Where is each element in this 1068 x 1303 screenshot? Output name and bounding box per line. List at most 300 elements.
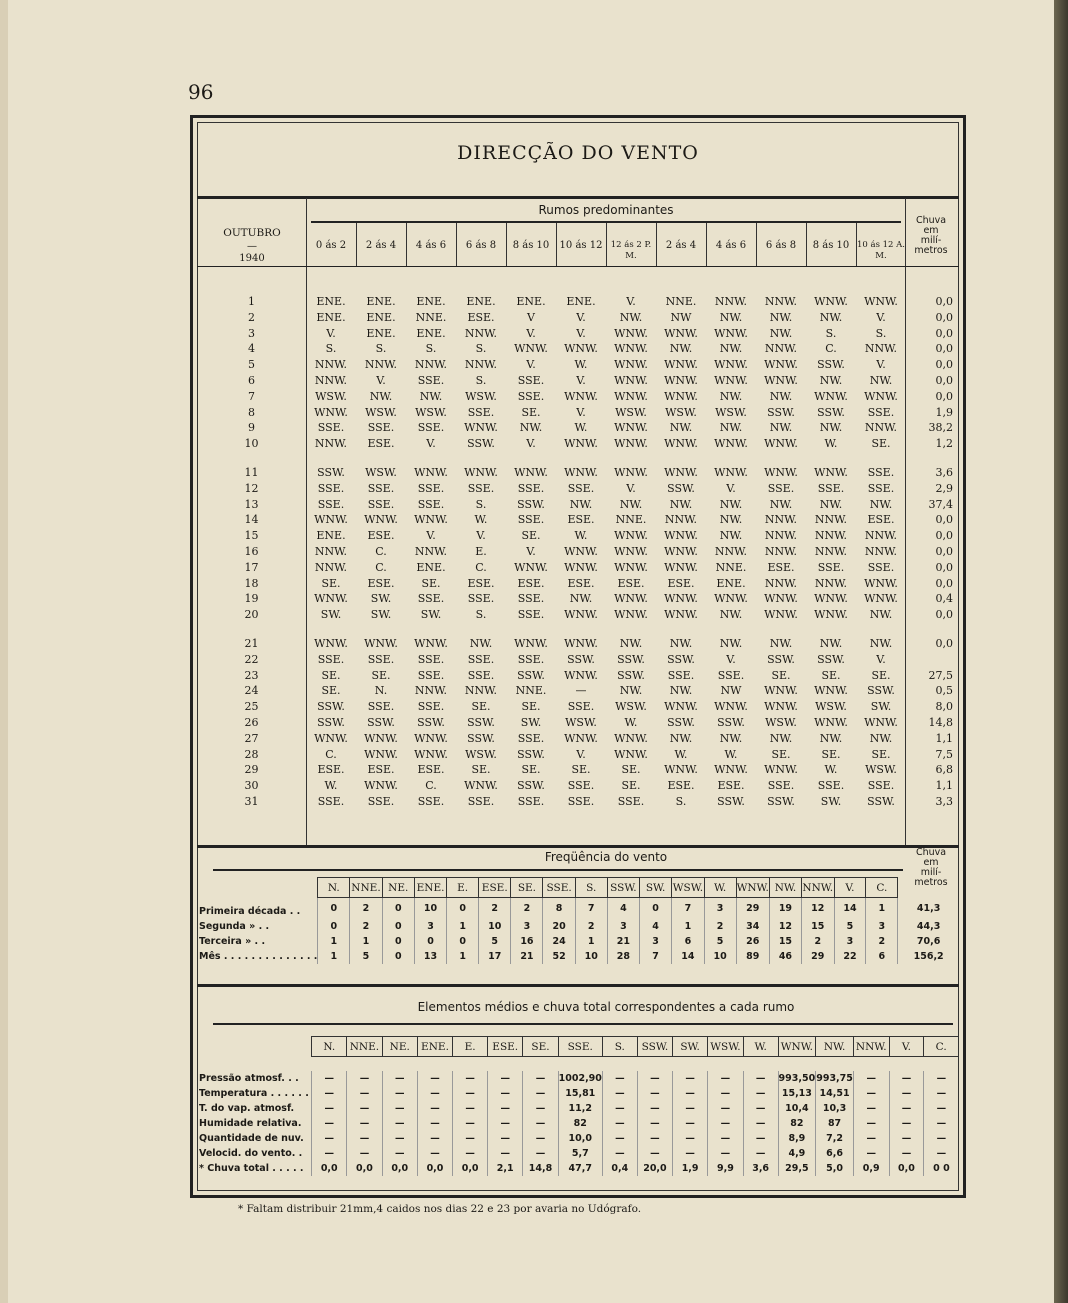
direction-cell: NNE. (615, 513, 647, 527)
direction-cell: SE. (471, 700, 491, 714)
direction-cell: WNW. (714, 592, 748, 606)
direction-cell: V. (426, 437, 436, 451)
direction-cell: WNW. (314, 513, 348, 527)
direction-cell: SSE. (317, 652, 345, 666)
rain-cell (906, 652, 959, 668)
direction-cell: ESE. (367, 437, 395, 451)
freq-cell: 4 (607, 898, 639, 919)
direction-cell: SE. (871, 747, 891, 761)
freq-cell: 7 (575, 898, 607, 919)
freq-cell: 0 (382, 919, 414, 934)
direction-cell: NNE. (715, 560, 747, 574)
rain-cell: 8,0 (935, 700, 953, 714)
freq-cell: 2 (350, 919, 382, 934)
rain-cell: 0,5 (935, 684, 953, 698)
direction-cell: SSE. (867, 405, 895, 419)
direction-cell: NNW. (864, 421, 898, 435)
direction-cell: WNW. (714, 358, 748, 372)
direction-cell: ESE. (717, 779, 745, 793)
direction-cell: WNW. (864, 715, 898, 729)
direction-cell: ESE. (367, 763, 395, 777)
direction-cell: S. (375, 342, 387, 356)
freq-cell: 0 (318, 919, 350, 934)
direction-cell: S. (875, 326, 887, 340)
day-cell: 9 (248, 421, 255, 435)
time-header: 6 ás 8 (765, 240, 797, 251)
elem-cell: — (743, 1071, 778, 1086)
direction-cell: WNW. (714, 465, 748, 479)
rain-cell: 14,8 (928, 715, 953, 729)
direction-cell: WNW. (814, 465, 848, 479)
elem-cell: 0,0 (417, 1161, 452, 1176)
freq-cell: 10 (575, 949, 607, 964)
direction-cell: W. (824, 763, 838, 777)
direction-cell: SSE. (467, 481, 495, 495)
direction-cell: ENE. (316, 295, 346, 308)
day-cell: 31 (244, 794, 259, 808)
table-row (197, 481, 959, 497)
direction-cell: V (527, 310, 535, 324)
direction-cell: W. (824, 437, 838, 451)
elem-cell: — (743, 1146, 778, 1161)
direction-cell: NNE. (515, 684, 547, 698)
elem-cell: 82 (558, 1116, 602, 1131)
direction-cell: SSW. (867, 794, 895, 808)
elem-cell: — (488, 1146, 523, 1161)
elem-cell: — (637, 1146, 672, 1161)
elem-column-header: SW. (673, 1037, 708, 1057)
direction-table (197, 294, 959, 810)
elem-cell: — (853, 1116, 889, 1131)
direction-cell: WNW. (314, 636, 348, 650)
direction-cell: NNW. (764, 576, 798, 590)
direction-cell: WNW. (614, 465, 648, 479)
direction-cell: ENE. (316, 529, 346, 543)
direction-cell: NW. (419, 389, 443, 403)
direction-cell: SE. (871, 668, 891, 682)
day-cell: 27 (244, 731, 259, 745)
direction-cell: WNW. (564, 668, 598, 682)
direction-cell: V. (526, 358, 536, 372)
elem-column-header: ESE. (488, 1037, 523, 1057)
freq-cell: 3 (704, 898, 736, 919)
direction-cell: S. (825, 326, 837, 340)
direction-cell: WNW. (614, 342, 648, 356)
direction-cell: NW. (769, 326, 793, 340)
elem-cell: — (488, 1101, 523, 1116)
rain-cell: 0,0 (935, 342, 953, 356)
direction-cell: WSW. (365, 405, 397, 419)
elem-cell: — (312, 1101, 347, 1116)
elem-cell: 47,7 (558, 1161, 602, 1176)
direction-cell: V. (576, 326, 586, 340)
row-label: * Chuva total . . . . . (199, 1163, 304, 1174)
elem-cell: 29,5 (778, 1161, 816, 1176)
day-cell: 28 (244, 747, 259, 761)
elem-cell: — (602, 1146, 637, 1161)
direction-cell: NNW. (414, 358, 448, 372)
table-row (197, 794, 959, 810)
freq-column-header: N. (318, 878, 350, 898)
direction-cell: NNW. (814, 544, 848, 558)
direction-cell: WNW. (814, 608, 848, 622)
direction-cell: WNW. (364, 731, 398, 745)
direction-cell: SSW. (667, 481, 695, 495)
rain-cell: 38,2 (928, 421, 953, 435)
elem-cell: — (382, 1131, 417, 1146)
direction-cell: WNW. (564, 342, 598, 356)
freq-cell: 0 (447, 898, 479, 919)
elem-cell: — (453, 1131, 488, 1146)
rain-cell: 0,0 (935, 326, 953, 340)
direction-cell: ENE. (316, 310, 346, 324)
direction-cell: WNW. (314, 731, 348, 745)
direction-cell: WSW. (865, 763, 897, 777)
direction-cell: SSW. (717, 715, 745, 729)
elem-cell: — (889, 1086, 924, 1101)
row-label: Pressão atmosf. . . (199, 1073, 299, 1084)
elem-cell: — (889, 1071, 924, 1086)
direction-cell: ESE. (617, 576, 645, 590)
direction-cell: SSE. (417, 481, 445, 495)
direction-cell: WNW. (664, 608, 698, 622)
direction-cell: WNW. (764, 358, 798, 372)
direction-cell: SSE. (817, 560, 845, 574)
direction-cell: WNW. (764, 763, 798, 777)
time-header: 10 ás 12 A. M. (856, 240, 905, 261)
direction-cell: SE. (621, 763, 641, 777)
time-header: 2 ás 4 (665, 240, 697, 251)
direction-cell: NNW. (314, 544, 348, 558)
freq-cell: 1 (350, 934, 382, 949)
direction-cell: WNW. (664, 763, 698, 777)
elem-cell: — (347, 1086, 383, 1101)
freq-cell: 10 (414, 898, 446, 919)
direction-cell: WNW. (514, 465, 548, 479)
direction-cell: SSE. (317, 794, 345, 808)
direction-cell: NNW. (364, 358, 398, 372)
elem-cell: — (637, 1131, 672, 1146)
direction-cell: WNW. (564, 437, 598, 451)
day-cell: 30 (244, 779, 259, 793)
direction-cell: V. (326, 326, 336, 340)
freq-cell: 12 (802, 898, 834, 919)
table-row (197, 778, 959, 794)
elem-cell: — (602, 1071, 637, 1086)
direction-cell: N. (374, 684, 388, 698)
direction-cell: SSE. (867, 779, 895, 793)
direction-cell: NW. (769, 636, 793, 650)
elem-cell: 1002,90 (558, 1073, 602, 1084)
elem-cell: — (453, 1146, 488, 1161)
table-row (197, 544, 959, 560)
direction-cell: NW (720, 684, 742, 698)
day-cell: 13 (244, 497, 259, 511)
day-cell: 11 (244, 465, 259, 479)
direction-cell: WNW. (764, 684, 798, 698)
elem-cell: — (382, 1146, 417, 1161)
table-row (197, 747, 959, 763)
row-label: Segunda » . . (199, 920, 270, 932)
direction-cell: SSW. (617, 668, 645, 682)
elem-cell: — (453, 1086, 488, 1101)
elem-column-header: NNE. (347, 1037, 383, 1057)
book-page (8, 0, 1054, 1303)
table-row (197, 934, 959, 949)
rain-cell: 1,2 (935, 437, 953, 451)
elem-cell: — (488, 1131, 523, 1146)
freq-cell: 21 (607, 934, 639, 949)
freq-cell: 2 (350, 898, 382, 919)
elem-cell: 0,0 (453, 1161, 488, 1176)
direction-cell: WNW. (464, 779, 498, 793)
table-row (197, 576, 959, 592)
elem-cell: — (637, 1116, 672, 1131)
day-cell: 4 (248, 342, 255, 356)
time-header: 8 ás 10 (512, 240, 550, 251)
freq-cell: 5 (834, 919, 866, 934)
elem-cell: — (602, 1116, 637, 1131)
direction-cell: SSW. (817, 358, 845, 372)
freq-cell: 21 (511, 949, 543, 964)
time-header: 10 ás 12 (559, 240, 603, 251)
elem-column-header: S. (602, 1037, 637, 1057)
elem-cell: — (743, 1116, 778, 1131)
table-row (197, 715, 959, 731)
direction-cell: S. (475, 342, 487, 356)
table-row (197, 1161, 959, 1176)
direction-cell: NW. (619, 497, 643, 511)
row-label: Velocid. do vento. . (199, 1148, 303, 1159)
direction-cell: SSW. (767, 652, 795, 666)
direction-cell: E. (475, 544, 487, 558)
freq-cell: 17 (479, 949, 511, 964)
elem-cell: — (417, 1086, 452, 1101)
freq-cell: 6 (866, 949, 898, 964)
direction-cell: WNW. (314, 592, 348, 606)
time-header: 8 ás 10 (812, 240, 850, 251)
rain-cell: 0,0 (935, 560, 953, 574)
direction-cell: NW. (869, 373, 893, 387)
freq-cell: 10 (479, 919, 511, 934)
month-label: OUTUBRO (223, 227, 281, 239)
freq-cell: 6 (672, 934, 704, 949)
direction-cell: ENE. (416, 295, 446, 308)
elem-cell: 993,50 (778, 1073, 816, 1084)
elem-cell: 10,3 (816, 1101, 854, 1116)
rain-cell: 1,1 (935, 779, 953, 793)
direction-cell: WNW. (314, 405, 348, 419)
direction-cell: W. (574, 358, 588, 372)
freq-cell: 3 (511, 919, 543, 934)
time-header: 4 ás 6 (415, 240, 447, 251)
direction-cell: SSE. (767, 779, 795, 793)
direction-cell: ESE. (467, 576, 495, 590)
direction-cell: WNW. (464, 421, 498, 435)
direction-cell: NNW. (814, 529, 848, 543)
direction-cell: ESE. (367, 576, 395, 590)
freq-cell: 4 (640, 919, 672, 934)
direction-cell: SSE. (517, 794, 545, 808)
direction-cell: ENE. (466, 295, 496, 308)
direction-cell: V. (626, 481, 636, 495)
direction-cell: WSW. (715, 405, 747, 419)
elem-cell: — (708, 1131, 744, 1146)
direction-cell: SSE. (367, 652, 395, 666)
direction-cell: WNW. (664, 373, 698, 387)
direction-cell: SE. (571, 763, 591, 777)
table-row (197, 1071, 959, 1086)
freq-cell: 8 (543, 898, 575, 919)
elem-column-header: C. (924, 1037, 959, 1057)
time-header: 4 ás 6 (715, 240, 747, 251)
elem-cell: — (708, 1116, 744, 1131)
direction-cell: ENE. (566, 295, 596, 308)
rain-cell: 3,3 (935, 794, 953, 808)
direction-cell: WNW. (764, 373, 798, 387)
freq-cell: 0 (414, 934, 446, 949)
direction-cell: NW. (869, 636, 893, 650)
direction-cell: SSW. (567, 652, 595, 666)
direction-cell: WNW. (364, 747, 398, 761)
direction-cell: SSE. (417, 794, 445, 808)
elem-cell: — (417, 1116, 452, 1131)
direction-cell: C. (475, 560, 487, 574)
freq-cell: 1 (318, 934, 350, 949)
direction-cell: NNW. (664, 513, 698, 527)
direction-cell: WNW. (614, 389, 648, 403)
rain-cell: 0,0 (935, 544, 953, 558)
freq-cell: 24 (543, 934, 575, 949)
freq-cell: 1 (575, 934, 607, 949)
elem-column-header: NW. (816, 1037, 854, 1057)
table-row (197, 1101, 959, 1116)
direction-cell: NNW. (764, 529, 798, 543)
table-row (197, 465, 959, 481)
freq-cell: 26 (736, 934, 769, 949)
direction-cell: WNW. (564, 544, 598, 558)
elem-cell: — (523, 1071, 558, 1086)
freq-cell: 2 (802, 934, 834, 949)
elem-cell: — (853, 1086, 889, 1101)
elem-cell: 2,1 (488, 1161, 523, 1176)
direction-cell: SSW. (767, 794, 795, 808)
elem-column-header: WSW. (708, 1037, 744, 1057)
direction-cell: WNW. (764, 608, 798, 622)
direction-cell: ESE. (367, 529, 395, 543)
direction-cell: WNW. (864, 295, 898, 308)
table-row (197, 1146, 959, 1161)
direction-cell: S. (475, 497, 487, 511)
direction-cell: WSW. (415, 405, 447, 419)
direction-cell: SE. (621, 779, 641, 793)
freq-cell: 12 (769, 919, 801, 934)
freq-column-header: NE. (382, 878, 414, 898)
day-cell: 17 (244, 560, 259, 574)
direction-cell: W. (574, 421, 588, 435)
direction-cell: WNW. (614, 747, 648, 761)
direction-cell: SE. (821, 668, 841, 682)
direction-cell: SSE. (367, 421, 395, 435)
elem-cell: — (673, 1101, 708, 1116)
direction-cell: SSE. (517, 481, 545, 495)
freq-cell: 5 (704, 934, 736, 949)
direction-cell: V. (526, 544, 536, 558)
elem-cell: 0,0 (312, 1161, 347, 1176)
direction-cell: NNW. (464, 326, 498, 340)
table-row (197, 294, 959, 310)
direction-cell: ENE. (366, 326, 396, 340)
elem-cell: — (673, 1116, 708, 1131)
direction-cell: WNW. (664, 437, 698, 451)
direction-cell: SSE. (317, 421, 345, 435)
elem-cell: 15,13 (778, 1086, 816, 1101)
rain-cell: 0,0 (935, 529, 953, 543)
direction-cell: SSE. (367, 794, 395, 808)
direction-cell: NW. (719, 731, 743, 745)
direction-cell: SSE. (467, 652, 495, 666)
elem-cell: — (453, 1101, 488, 1116)
direction-cell: V. (726, 652, 736, 666)
elem-cell: — (743, 1086, 778, 1101)
rain-cell: 156,2 (898, 949, 959, 964)
elem-cell: — (637, 1101, 672, 1116)
freq-cell: 20 (543, 919, 575, 934)
elem-cell: — (523, 1101, 558, 1116)
direction-cell: WNW. (764, 437, 798, 451)
freq-column-header: W. (704, 878, 736, 898)
direction-cell: V. (526, 326, 536, 340)
elem-cell: — (673, 1146, 708, 1161)
direction-cell: S. (325, 342, 337, 356)
direction-cell: WNW. (514, 560, 548, 574)
direction-cell: SSW. (317, 700, 345, 714)
freq-column-header: SW. (640, 878, 672, 898)
table-row (197, 636, 959, 652)
day-cell: 6 (248, 373, 255, 387)
elem-cell: — (312, 1116, 347, 1131)
elem-cell: — (382, 1116, 417, 1131)
direction-cell: SSE. (467, 592, 495, 606)
elem-cell: — (743, 1131, 778, 1146)
freq-cell: 1 (447, 949, 479, 964)
freq-column-header: NNW. (802, 878, 834, 898)
direction-cell: V. (876, 358, 886, 372)
direction-cell: WNW. (664, 465, 698, 479)
direction-cell: S. (425, 342, 437, 356)
elem-cell: 0,9 (853, 1161, 889, 1176)
direction-cell: WNW. (864, 576, 898, 590)
direction-cell: C. (825, 342, 837, 356)
direction-cell: NNW. (464, 358, 498, 372)
direction-cell: NW. (719, 310, 743, 324)
rain-cell: 6,8 (935, 763, 953, 777)
freq-column-header: SE. (511, 878, 543, 898)
direction-cell: SE. (521, 700, 541, 714)
direction-cell: V. (726, 481, 736, 495)
direction-cell: WSW. (465, 747, 497, 761)
elem-column-header: SE. (523, 1037, 558, 1057)
direction-cell: SSE. (617, 794, 645, 808)
table-row (197, 949, 959, 964)
direction-cell: NW. (719, 513, 743, 527)
elem-cell: 11,2 (558, 1101, 602, 1116)
direction-cell: WNW. (564, 560, 598, 574)
direction-cell: SSW. (617, 652, 645, 666)
elem-cell: — (889, 1101, 924, 1116)
elem-column-header: V. (889, 1037, 924, 1057)
direction-cell: WNW. (814, 684, 848, 698)
